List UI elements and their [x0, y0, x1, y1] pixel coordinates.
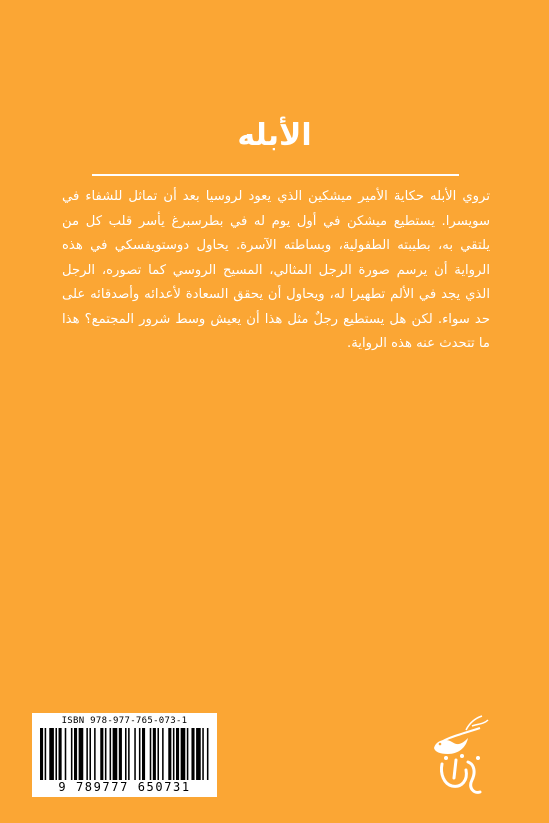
isbn-barcode: [32, 713, 217, 797]
title-divider: [92, 174, 459, 176]
book-title: الأبله: [237, 118, 312, 153]
isbn-label: ISBN 978-977-765-073-1: [61, 716, 188, 726]
publisher-logo-icon: [422, 708, 492, 800]
barcode-digits: 9 789777 650731: [58, 780, 191, 794]
barcode-bars: [40, 728, 210, 780]
book-blurb: تروي الأبله حكاية الأمير ميشكين الذي يعود لروسيا بعد أن تماثل للشفاء في سويسرا. يستطيع ميشكن في أول يوم له في بطرسبرغ يأسر قلب كل من يلتقي به، بطيبته الطفولية، وبساطته الآسرة. يحاول دوستويفسكي في هذه الرواية أن يرسم صورة الرجل المثالي، المسيح الروسي كما تصوره، الرجل الذي يجد في الألم تطهيرا له، ويحاول أن يحقق السعادة لأعدائه وأصدقائه على حد سواء. لكن هل يستطيع رجلٌ مثل هذا أن يعيش وسط شرور المجتمع؟ هذا ما تتحدث عنه هذه الرواية.: [62, 189, 490, 351]
